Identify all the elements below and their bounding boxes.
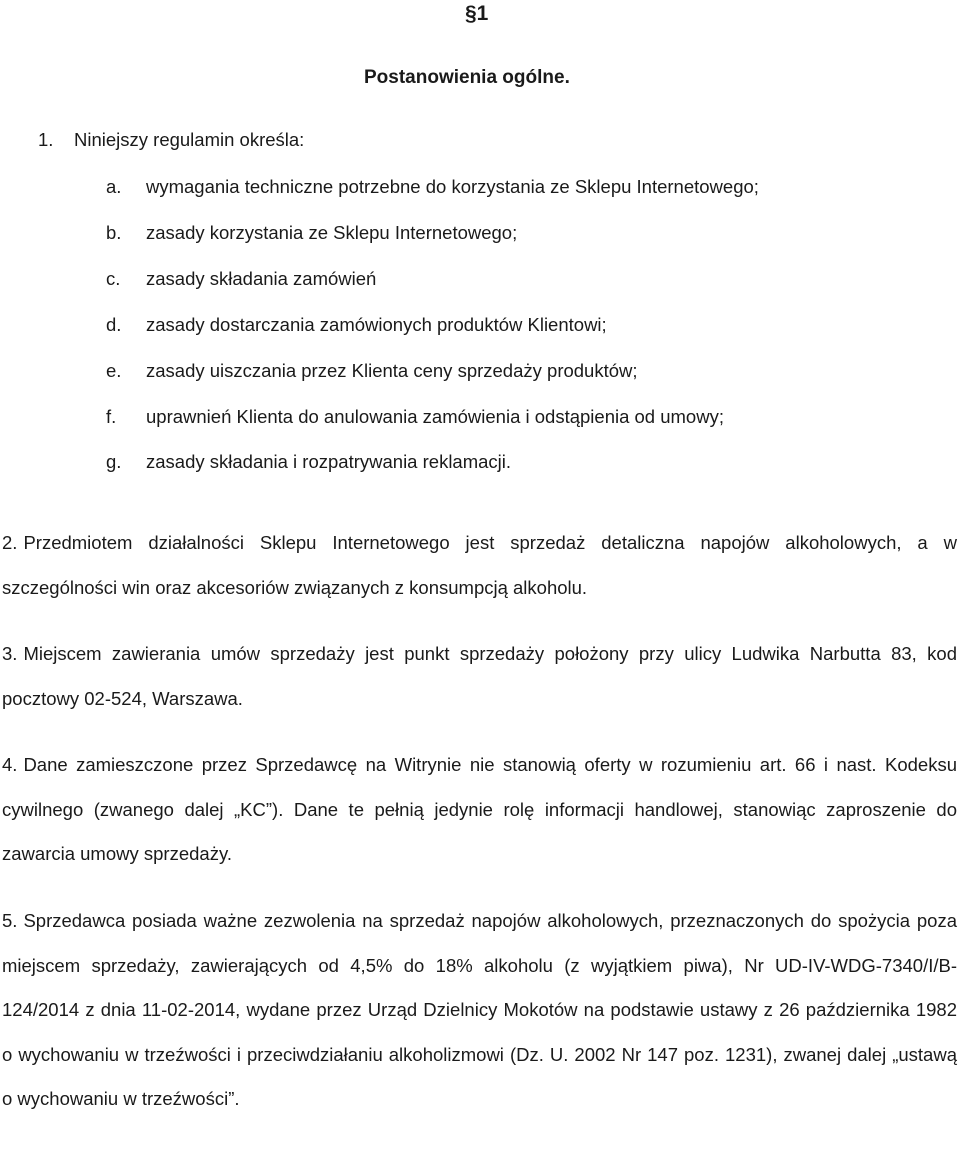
list-item-text: zasady dostarczania zamówionych produktów Klientowi;: [146, 314, 607, 335]
paragraph-number: 4.: [2, 754, 18, 775]
paragraph-text: Miejscem zawierania umów sprzedaży jest punkt sprzedaży położony przy ulicy Ludwika Narbutta 83, kod pocztowy 02-524, Warszawa.: [2, 643, 957, 709]
list-item-text: zasady składania i rozpatrywania reklamacji.: [146, 451, 512, 472]
point-1-number: 1.: [38, 129, 54, 150]
paragraph-number: 5.: [2, 910, 18, 931]
list-item-d: [106, 311, 607, 339]
list-item-letter: c.: [106, 268, 121, 289]
section-number: §1: [465, 2, 489, 25]
list-item-letter: e.: [106, 360, 122, 381]
list-item-letter: g.: [106, 451, 122, 472]
paragraph-5: [2, 899, 957, 1122]
paragraph-number: 3.: [2, 643, 18, 664]
list-item-c: [106, 265, 376, 293]
list-item-a: [106, 173, 759, 201]
list-item-b: [106, 219, 517, 247]
list-item-text: zasady uiszczania przez Klienta ceny sprzedaży produktów;: [146, 360, 638, 381]
list-item-letter: d.: [106, 314, 122, 335]
paragraph-number: 2.: [2, 532, 18, 553]
point-1: [38, 126, 304, 154]
list-item-text: zasady składania zamówień: [146, 268, 377, 289]
list-item-letter: a.: [106, 176, 122, 197]
paragraph-2: [2, 521, 957, 610]
list-item-f: [106, 403, 724, 431]
section-title: Postanowienia ogólne.: [364, 67, 570, 88]
list-item-text: zasady korzystania ze Sklepu Internetowego;: [146, 222, 518, 243]
list-item-text: wymagania techniczne potrzebne do korzystania ze Sklepu Internetowego;: [146, 176, 759, 197]
paragraph-4: [2, 743, 957, 877]
list-item-g: [106, 448, 511, 476]
list-item-letter: f.: [106, 406, 117, 427]
list-item-text: uprawnień Klienta do anulowania zamówienia i odstąpienia od umowy;: [146, 406, 724, 427]
list-item-letter: b.: [106, 222, 122, 243]
paragraph-text: Przedmiotem działalności Sklepu Internetowego jest sprzedaż detaliczna napojów alkoholowych, a w szczególności win oraz akcesoriów związanych z konsumpcją alkoholu.: [2, 532, 957, 598]
paragraph-text: Dane zamieszczone przez Sprzedawcę na Witrynie nie stanowią oferty w rozumieniu art. 66 i nast. Kodeksu cywilnego (zwanego dalej „KC”). Dane te pełnią jedynie rolę informacji handlowej, stanowiąc zaproszenie do zawarcia umowy sprzedaży.: [2, 754, 957, 864]
list-item-e: [106, 357, 638, 385]
paragraph-3: [2, 632, 957, 721]
point-1-text: Niniejszy regulamin określa:: [74, 129, 305, 150]
paragraph-text: Sprzedawca posiada ważne zezwolenia na sprzedaż napojów alkoholowych, przeznaczonych do spożycia poza miejscem sprzedaży, zawierających od 4,5% do 18% alkoholu (z wyjątkiem piwa), Nr UD-IV-WDG-7340/I/B-124/2014 z dnia 11-02-2014, wydane przez Urząd Dzielnicy Mokotów na podstawie ustawy z 26 października 1982 o wychowaniu w trzeźwości i przeciwdziałaniu alkoholizmowi (Dz. U. 2002 Nr 147 poz. 1231), zwanej dalej „ustawą o wychowaniu w trzeźwości”.: [2, 910, 957, 1109]
